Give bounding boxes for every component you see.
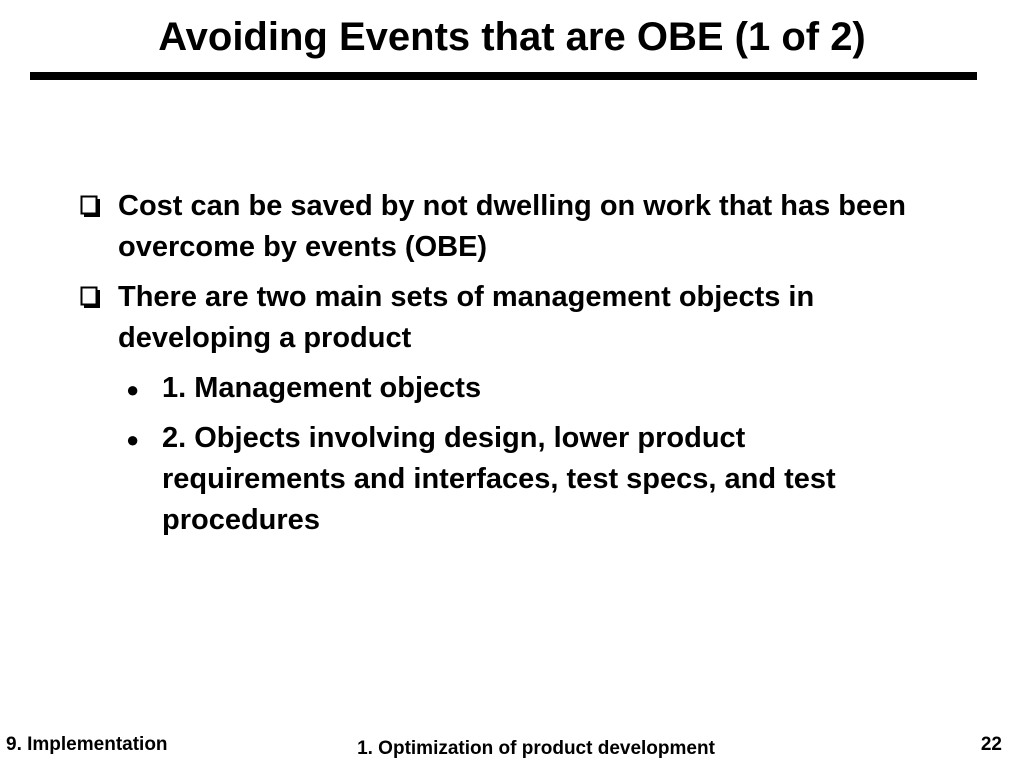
bullet-text: There are two main sets of management objects in developing a product <box>118 281 815 354</box>
slide-title: Avoiding Events that are OBE (1 of 2) <box>158 15 866 59</box>
bullet-text: 2. Objects involving design, lower product requirements and interfaces, test specs, and test procedures <box>162 422 836 536</box>
bullet-text: Cost can be saved by not dwelling on work that has been overcome by events (OBE) <box>118 190 906 263</box>
footer-section: 9. Implementation <box>6 734 168 755</box>
bullet-dot-icon: ● <box>126 377 140 402</box>
bullet-item <box>76 186 936 268</box>
bullet-dot-icon: ● <box>126 427 140 452</box>
footer-subtitle: 1. Optimization of product development <box>357 738 715 759</box>
bullet-item <box>76 277 936 359</box>
checkbox-icon <box>80 286 100 308</box>
page-number: 22 <box>980 734 1002 755</box>
title-underline <box>30 72 977 80</box>
sub-bullet-item <box>76 368 936 409</box>
bullet-text: 1. Management objects <box>162 372 482 404</box>
bullet-list <box>76 186 936 550</box>
sub-bullet-item <box>76 418 936 541</box>
checkbox-icon <box>80 195 100 217</box>
